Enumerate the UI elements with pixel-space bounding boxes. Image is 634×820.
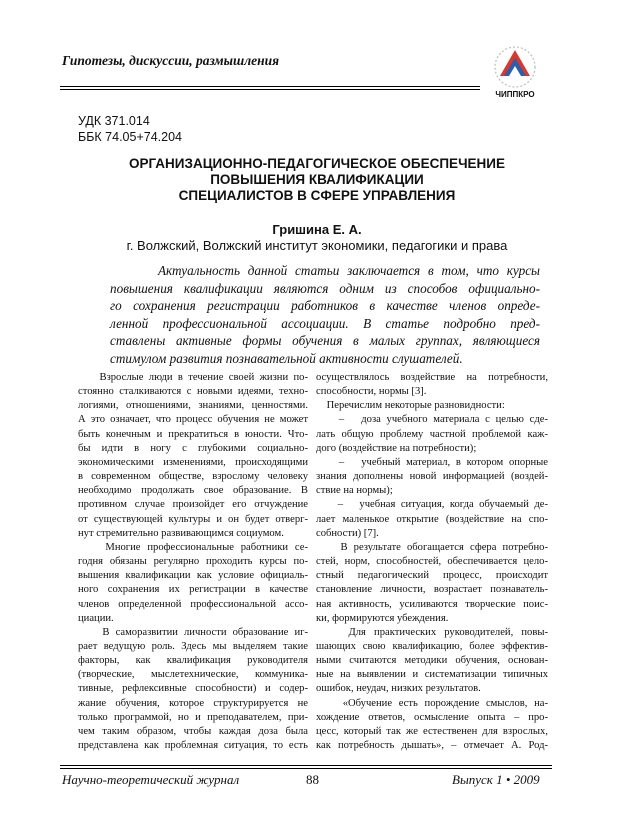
body-line: жание обучения, которое структурируется не — [78, 697, 308, 709]
body-line: В результате обогащается сфера потребно- — [316, 541, 548, 553]
abstract-line: го сохранения регистрации работников в качестве членов опреде- — [110, 298, 540, 314]
body-line: ные на выявлении и систематизации типичных — [316, 669, 548, 681]
body-line: экономическими изменениями, происходящими — [78, 456, 308, 468]
body-line: лает маленькое открытие (воздействие на спо- — [316, 513, 548, 525]
body-line: чем таким образом, чтобы каждая доза была — [78, 725, 308, 737]
body-line: (творческие, мыслетехнические, коммуника- — [78, 669, 308, 681]
body-line: Взрослые люди в течение своей жизни по- — [78, 372, 308, 383]
body-column-left — [78, 371, 308, 753]
abstract-line: повышения квалификации являются одним из способов официально- — [110, 280, 540, 296]
body-line: годня обязаны регулярно проходить курсы по- — [78, 556, 308, 568]
body-line: способности, нормы [3]. — [316, 386, 427, 398]
body-line: знания дополнены новой информацией (воздей- — [316, 471, 548, 483]
body-line: стный педагогический процесс, происходит — [316, 570, 548, 582]
body-line: от существующей культуры и он будет отверг- — [78, 513, 308, 525]
body-line: ки, формируются убеждения. — [316, 612, 449, 624]
body-line: хождение ответов, осмысление опыта – про- — [316, 711, 548, 723]
footer-rule-thin — [60, 768, 552, 769]
author-affiliation: г. Волжский, Волжский институт экономики, педагогики и права — [126, 238, 508, 253]
body-line: необходимо продолжать свое образование. В — [78, 485, 308, 497]
body-line: логиями, отношениями, знаниями, ценностями. — [78, 400, 308, 412]
page-number: 88 — [306, 772, 319, 787]
udk-code: УДК 371.014 — [78, 114, 150, 128]
classification-codes — [78, 113, 182, 145]
body-line: лать общую проблему частной проблемой каж- — [316, 428, 548, 440]
abstract-line: ленной профессиональной ассоциации. В статье подробно пред- — [110, 315, 540, 331]
issue-label: Выпуск 1 • 2009 — [452, 772, 540, 787]
body-line: – учебная ситуация, когда обучаемый де- — [316, 499, 548, 511]
body-line: становление личности, возрастает познаватель- — [316, 584, 548, 596]
title-line: ОРГАНИЗАЦИОННО-ПЕДАГОГИЧЕСКОЕ ОБЕСПЕЧЕНИЕ — [128, 156, 506, 171]
abstract — [110, 262, 540, 368]
abstract-line: ставлены активные формы обучения в малых группах, являющиеся — [110, 333, 540, 349]
header-rule-thin — [60, 89, 480, 90]
body-line: А это означает, что процесс обучения не может — [78, 414, 308, 426]
body-column-right — [316, 371, 548, 753]
body-line: осуществлялось воздействие на потребности, — [316, 372, 548, 383]
body-line: ными считаются методики обучения, основан- — [316, 655, 548, 667]
abstract-line: стимулом развития познавательной активности слушателей. — [110, 350, 463, 366]
bbk-code: ББК 74.05+74.204 — [78, 130, 182, 144]
institute-logo — [484, 40, 546, 102]
body-line: циации. — [78, 612, 114, 624]
body-line: «Обучение есть порождение смыслов, на- — [316, 697, 548, 709]
body-line: факторы, как квалификация руководителя — [78, 655, 308, 667]
body-line: бы идти в ногу с глубокими социально- — [78, 442, 308, 454]
footer-rule — [60, 765, 552, 766]
body-line: как потребность дышать», – отмечает А. Род- — [316, 740, 548, 752]
abstract-line: Актуальность данной статьи заключается в том, что курсы — [158, 263, 540, 278]
section-title: Гипотезы, дискуссии, размышления — [62, 53, 280, 68]
body-line: – учебный материал, в котором опорные — [316, 456, 548, 468]
body-line: Перечислим некоторые разновидности: — [316, 400, 505, 412]
body-line: членов определенной профессиональной ассо- — [78, 598, 308, 610]
body-line: ошибок, неудач, низких результатов. — [316, 683, 481, 695]
body-line: шающих свою квалификацию, более эффектив- — [316, 640, 548, 652]
body-line: ная активность, усиливаются творческие поис- — [316, 598, 548, 610]
body-line: В саморазвитии личности образование иг- — [78, 626, 308, 638]
body-line: противном случае произойдет его отчуждение — [78, 499, 308, 511]
header-rule — [60, 86, 480, 87]
body-line: нут стремительно развивающимся социумом. — [78, 527, 284, 539]
author-name: Гришина Е. А. — [272, 222, 362, 237]
body-line: дого (воздействие на потребности); — [316, 442, 477, 454]
body-line: стей, норм, способностей, обеспечивается цело- — [316, 556, 548, 568]
body-line: быть конечным и прекратиться в юности. Что- — [78, 428, 308, 440]
body-line: в современном обществе, взрослому человеку — [78, 471, 308, 483]
logo-text: ЧИППКРО — [495, 90, 535, 99]
body-line: собности) [7]. — [316, 527, 379, 539]
body-line: представлена как проблемная ситуация, то есть — [78, 740, 308, 752]
body-line: тивные, рефлексивные способности) и содер- — [78, 683, 308, 695]
body-line: рает ведущую роль. Здесь мы выделяем такие — [78, 640, 308, 652]
body-line: – доза учебного материала с целью сде- — [316, 414, 548, 426]
title-line: СПЕЦИАЛИСТОВ В СФЕРЕ УПРАВЛЕНИЯ — [178, 188, 456, 203]
body-line: стоянно сталкиваются с новыми идеями, техно- — [78, 386, 308, 398]
body-line: ствие на нормы); — [316, 485, 393, 497]
body-line: цесс, который так же естественен для взрослых, — [316, 725, 548, 737]
body-line: Многие профессиональные работники се- — [78, 541, 308, 553]
title-line: ПОВЫШЕНИЯ КВАЛИФИКАЦИИ — [210, 172, 424, 187]
body-line: только программой, но и преподавателем, при- — [78, 711, 308, 723]
article-title — [70, 156, 564, 204]
body-line: Для практических руководителей, повы- — [316, 626, 548, 638]
journal-name: Научно-теоретический журнал — [62, 772, 240, 787]
body-line: ного сохранения их регистрации в качестве — [78, 584, 308, 596]
body-line: вышения квалификации как условие официаль- — [78, 570, 308, 582]
